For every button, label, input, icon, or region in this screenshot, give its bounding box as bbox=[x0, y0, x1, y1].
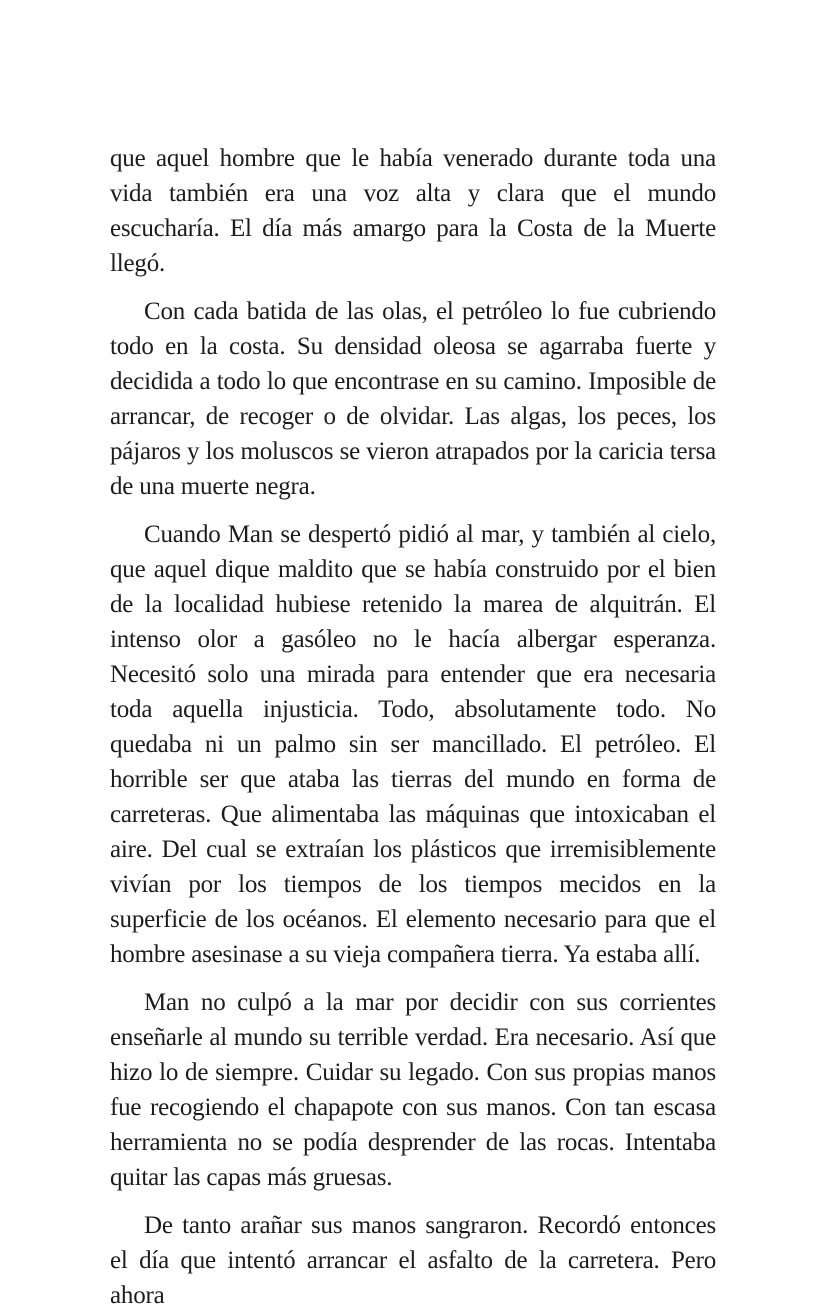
paragraph-4: Man no culpó a la mar por decidir con sus corrientes enseñarle al mundo su terrible verdad. Era necesario. Así que hizo lo de siempre. Cuidar su legado. Con sus propias manos fue recogiendo el chapapote con sus manos. Con tan escasa herramienta no se podía desprender de las rocas. Intentaba quitar las capas más gruesas. bbox=[110, 989, 716, 1191]
page-text bbox=[110, 141, 716, 1313]
paragraph-3: Cuando Man se despertó pidió al mar, y también al cielo, que aquel dique maldito que se había construido por el bien de la localidad hubiese retenido la marea de alquitrán. El intenso olor a gasóleo no le hacía albergar esperanza. Necesitó solo una mirada para entender que era necesaria toda aquella injusticia. Todo, absolutamente todo. No quedaba ni un palmo sin ser mancillado. El petróleo. El horrible ser que ataba las tierras del mundo en forma de carreteras. Que alimentaba las máquinas que intoxicaban el aire. Del cual se extraían los plásticos que irremisiblemente vivían por los tiempos de los tiempos mecidos en la superficie de los océanos. El elemento necesario para que el hombre asesinase a su vieja compañera tierra. Ya estaba allí. bbox=[110, 521, 716, 968]
paragraph-5: De tanto arañar sus manos sangraron. Recordó entonces el día que intentó arrancar el asfalto de la carretera. Pero ahora bbox=[110, 1212, 716, 1309]
paragraph-2: Con cada batida de las olas, el petróleo lo fue cubriendo todo en la costa. Su densidad oleosa se agarraba fuerte y decidida a todo lo que encontrase en su camino. Imposible de arrancar, de recoger o de olvidar. Las algas, los peces, los pájaros y los moluscos se vieron atrapados por la caricia tersa de una muerte negra. bbox=[110, 298, 716, 500]
paragraph-1: que aquel hombre que le había venerado durante toda una vida también era una voz alta y clara que el mundo escucharía. El día más amargo para la Costa de la Muerte llegó. bbox=[110, 145, 716, 277]
